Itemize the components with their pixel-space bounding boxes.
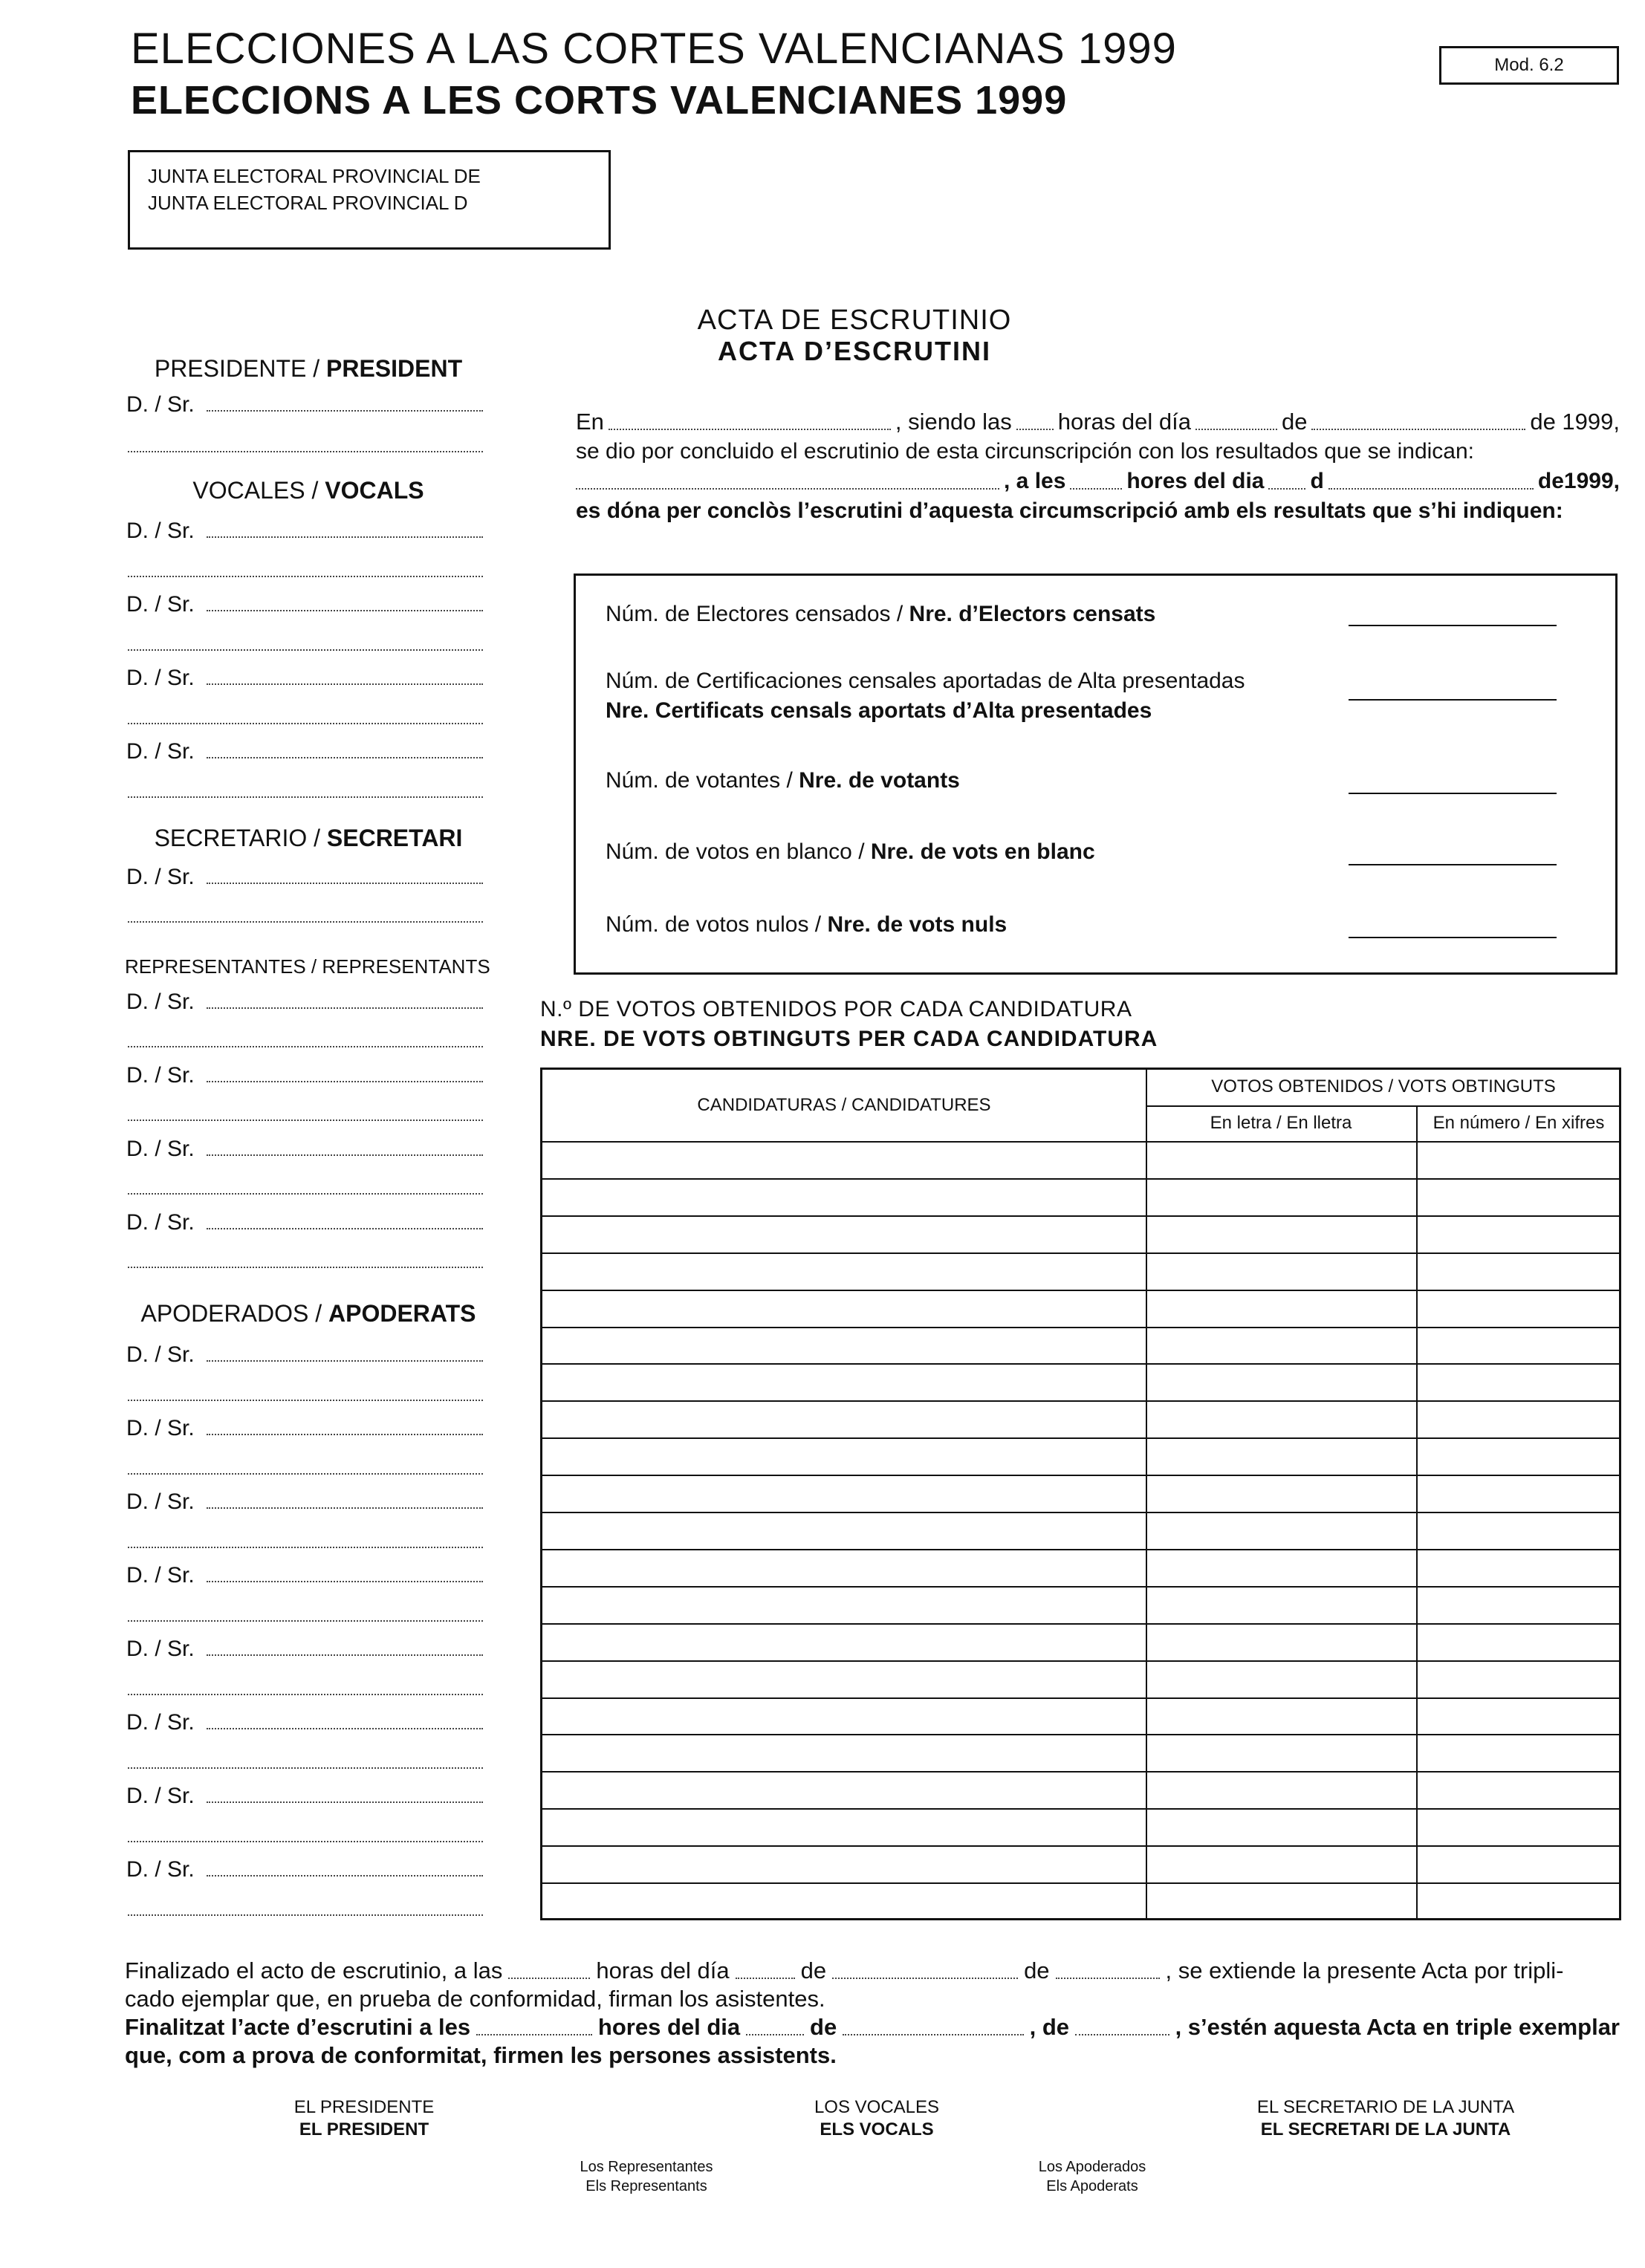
section-title-es: N.º DE VOTOS OBTENIDOS POR CADA CANDIDATURA (540, 997, 1132, 1021)
place-field[interactable] (576, 488, 999, 490)
intro-text: En (576, 409, 604, 435)
dsr-label: D. / Sr. (126, 1784, 195, 1808)
apoderado-name-field[interactable] (126, 1710, 483, 1735)
signature-presidente (253, 2096, 476, 2141)
representante-name-field[interactable] (126, 990, 483, 1015)
header-candidaturas: CANDIDATURAS / CANDIDATURES (697, 1095, 991, 1115)
closing-text: Finalitzat l’acte d’escrutini a les (125, 2014, 471, 2040)
heading-apoderados-va: APODERATS (328, 1300, 476, 1327)
stat-label-va: Nre. Certificats censals aportats d’Alta presentades (606, 698, 1152, 723)
closing-hour-field[interactable] (508, 1978, 590, 1979)
stat-votos-nulos (606, 910, 1007, 940)
closing-year-field[interactable] (1075, 2034, 1169, 2035)
signature-label-es: LOS VOCALES (814, 2097, 940, 2117)
heading-vocales-es: VOCALES / (192, 477, 325, 504)
table-row-line (542, 1734, 1619, 1735)
intro-row-2 (576, 437, 1620, 467)
closing-day-field[interactable] (736, 1978, 795, 1979)
dsr-label: D. / Sr. (126, 392, 195, 417)
votantes-value-field[interactable] (1349, 793, 1557, 794)
table-row-line (542, 1660, 1619, 1662)
apoderado-name-field[interactable] (126, 1489, 483, 1515)
presidente-name-field[interactable] (126, 392, 483, 417)
title-valencian: ELECCIONS A LES CORTS VALENCIANES 1999 (131, 78, 1068, 123)
dsr-label: D. / Sr. (126, 519, 195, 543)
table-row-line (542, 1475, 1619, 1476)
heading-vocales (126, 477, 490, 504)
closing-hour-field[interactable] (476, 2034, 592, 2035)
heading-apoderados (126, 1300, 490, 1328)
table-row-line (542, 1327, 1619, 1328)
day-field[interactable] (1268, 488, 1305, 490)
vocal-name-field[interactable] (126, 519, 483, 544)
month-field[interactable] (1311, 429, 1525, 430)
secretario-name-field[interactable] (126, 865, 483, 890)
table-row-line (542, 1623, 1619, 1625)
table-row-line (542, 1549, 1619, 1550)
intro-row-1 (576, 407, 1620, 437)
heading-apoderados-es: APODERADOS / (140, 1300, 328, 1327)
signature-label-va: EL SECRETARI DE LA JUNTA (1260, 2119, 1511, 2139)
acta-title-es: ACTA DE ESCRUTINIO (697, 305, 1012, 336)
table-row-line (542, 1808, 1619, 1810)
dsr-label: D. / Sr. (126, 1563, 195, 1588)
stat-label-va: Nre. de vots en blanc (870, 839, 1095, 864)
dotted-line (128, 649, 483, 651)
stat-label-va: Nre. d’Electors censats (909, 602, 1156, 626)
signature-label-es: EL SECRETARIO DE LA JUNTA (1256, 2097, 1515, 2117)
closing-day-field[interactable] (746, 2034, 804, 2035)
dsr-label: D. / Sr. (126, 739, 195, 764)
table-row-line (542, 1141, 1619, 1143)
dotted-line (128, 1046, 483, 1047)
dsr-label: D. / Sr. (126, 1416, 195, 1440)
header-en-letra: En letra / En lletra (1210, 1113, 1352, 1133)
header-divider (1146, 1105, 1619, 1107)
closing-text: horas del día (596, 1957, 730, 1983)
intro-text: horas del día (1057, 409, 1191, 435)
closing-month-field[interactable] (832, 1978, 1018, 1979)
table-row-line (542, 1178, 1619, 1180)
dotted-line (128, 1620, 483, 1622)
census-stats-box (574, 574, 1618, 975)
dsr-label: D. / Sr. (126, 1063, 195, 1088)
dotted-line (128, 1841, 483, 1842)
apoderado-name-field[interactable] (126, 1857, 483, 1882)
table-row-line (542, 1290, 1619, 1291)
stat-votos-blanco (606, 837, 1095, 867)
signature-label-va: EL PRESIDENT (299, 2119, 429, 2139)
intro-row-4 (576, 496, 1620, 526)
stat-label-es: Núm. de votantes / (606, 768, 799, 793)
vocal-name-field[interactable] (126, 592, 483, 617)
closing-row-es-1 (125, 1957, 1620, 1985)
table-row-line (542, 1512, 1619, 1513)
intro-row-3 (576, 467, 1620, 496)
dsr-label: D. / Sr. (126, 865, 195, 889)
header-votos-obtenidos: VOTOS OBTENIDOS / VOTS OBTINGUTS (1211, 1076, 1556, 1096)
signature-apoderados (981, 2157, 1204, 2196)
day-field[interactable] (1195, 429, 1277, 430)
closing-text: que, com a prova de conformitat, firmen les persones assistents. (125, 2042, 837, 2068)
stat-label-va: Nre. de vots nuls (827, 912, 1008, 937)
intro-text: es dóna per conclòs l’escrutini d’aquesta circumscripció amb els resultats que s’hi indiquen: (576, 498, 1563, 523)
dotted-line (128, 796, 483, 798)
table-row-line (542, 1437, 1619, 1439)
intro-text: , a les (1004, 469, 1066, 493)
heading-vocales-va: VOCALS (325, 477, 424, 504)
heading-representantes: REPRESENTANTES / REPRESENTANTS (125, 955, 490, 978)
representante-name-field[interactable] (126, 1137, 483, 1162)
apoderado-name-field[interactable] (126, 1342, 483, 1368)
header-en-numero: En número / En xifres (1433, 1113, 1605, 1133)
hour-field[interactable] (1016, 429, 1054, 430)
signature-label-es: EL PRESIDENTE (293, 2097, 435, 2117)
closing-text: , de (1029, 2014, 1069, 2040)
heading-presidente-va: PRESIDENT (326, 355, 463, 382)
closing-text: de (810, 2014, 837, 2040)
signature-vocales (765, 2096, 988, 2141)
closing-text: de (1024, 1957, 1050, 1983)
closing-year-field[interactable] (1056, 1978, 1160, 1979)
dsr-label: D. / Sr. (126, 666, 195, 690)
intro-text: se dio por concluido el escrutinio de esta circunscripción con los resultados que se indican: (576, 439, 1475, 464)
dotted-line (128, 1767, 483, 1769)
closing-text: hores del dia (597, 2014, 741, 2040)
votos-blanco-value-field[interactable] (1349, 864, 1557, 865)
apoderado-name-field[interactable] (126, 1563, 483, 1588)
intro-text: d (1310, 469, 1324, 493)
hour-field[interactable] (1070, 488, 1122, 490)
intro-text: hores del dia (1126, 469, 1265, 493)
stat-electores (606, 600, 1155, 629)
signature-label-va: ELS VOCALS (820, 2119, 934, 2139)
heading-presidente (126, 355, 490, 383)
dsr-label: D. / Sr. (126, 1210, 195, 1235)
closing-paragraph (125, 1957, 1620, 2076)
table-row-line (542, 1215, 1619, 1217)
signature-secretario (1219, 2096, 1553, 2141)
candidaturas-table (540, 1068, 1621, 1920)
apoderado-name-field[interactable] (126, 1784, 483, 1809)
dsr-label: D. / Sr. (126, 1637, 195, 1661)
intro-text: , siendo las (895, 409, 1012, 435)
model-number-box: Mod. 6.2 (1439, 46, 1619, 85)
closing-text: , s’estén aquesta Acta en triple exemplar (1175, 2014, 1620, 2040)
representante-name-field[interactable] (126, 1210, 483, 1235)
month-field[interactable] (1328, 488, 1534, 490)
dsr-label: D. / Sr. (126, 1137, 195, 1161)
apoderado-name-field[interactable] (126, 1637, 483, 1662)
votos-nulos-value-field[interactable] (1349, 937, 1557, 938)
closing-text: cado ejemplar que, en prueba de conformidad, firman los asistentes. (125, 1986, 825, 2012)
dotted-line (128, 1267, 483, 1268)
dsr-label: D. / Sr. (126, 1489, 195, 1514)
table-row-line (542, 1882, 1619, 1884)
apoderado-name-field[interactable] (126, 1416, 483, 1441)
heading-secretario (126, 825, 490, 852)
stat-label-va: Nre. de votants (799, 768, 960, 793)
dsr-label: D. / Sr. (126, 990, 195, 1014)
stat-label-es: Núm. de votos nulos / (606, 912, 828, 937)
intro-text: de (1281, 409, 1308, 435)
heading-secretario-es: SECRETARIO / (154, 825, 327, 851)
dotted-line (128, 1914, 483, 1916)
certificaciones-value-field[interactable] (1349, 699, 1557, 701)
closing-text: , se extiende la presente Acta por tripli- (1165, 1957, 1564, 1983)
vocal-name-field[interactable] (126, 666, 483, 691)
signature-label-es: Los Apoderados (1038, 2159, 1146, 2175)
stat-label-es: Núm. de Certificaciones censales aportadas de Alta presentadas (606, 669, 1245, 693)
dotted-line (128, 921, 483, 923)
intro-text: de1999, (1537, 469, 1620, 493)
dotted-line (128, 1547, 483, 1548)
signature-label-va: Els Representants (585, 2178, 707, 2194)
dotted-line (128, 1473, 483, 1475)
dsr-label: D. / Sr. (126, 1710, 195, 1735)
heading-secretario-va: SECRETARI (326, 825, 463, 851)
junta-label-es: JUNTA ELECTORAL PROVINCIAL DE (148, 165, 481, 187)
electores-value-field[interactable] (1349, 625, 1557, 626)
place-field[interactable] (609, 429, 891, 430)
stat-certificaciones (606, 666, 1245, 726)
table-row-line (542, 1697, 1619, 1699)
signature-label-es: Los Representantes (580, 2159, 713, 2175)
table-row-line (542, 1586, 1619, 1588)
dotted-line (128, 1694, 483, 1695)
junta-label-va: JUNTA ELECTORAL PROVINCIAL D (148, 192, 468, 214)
table-row-line (542, 1771, 1619, 1773)
section-title-va: NRE. DE VOTS OBTINGUTS PER CADA CANDIDATURA (540, 1027, 1158, 1051)
closing-row-va-1 (125, 2013, 1620, 2041)
closing-month-field[interactable] (843, 2034, 1023, 2035)
dotted-line (128, 723, 483, 724)
closing-row-va-2 (125, 2041, 1620, 2070)
closing-text: Finalizado el acto de escrutinio, a las (125, 1957, 503, 1983)
stat-label-es: Núm. de votos en blanco / (606, 839, 871, 864)
signature-representantes (535, 2157, 758, 2196)
dotted-line (128, 451, 483, 452)
stat-votantes (606, 766, 960, 796)
dotted-line (128, 1193, 483, 1195)
acta-title-va: ACTA D’ESCRUTINI (718, 336, 991, 366)
heading-presidente-es: PRESIDENTE / (154, 355, 326, 382)
table-row-line (542, 1363, 1619, 1365)
intro-paragraph (576, 407, 1620, 533)
signature-label-va: Els Apoderats (1046, 2178, 1138, 2194)
closing-row-es-2 (125, 1985, 1620, 2013)
vocal-name-field[interactable] (126, 739, 483, 764)
title-spanish: ELECCIONES A LAS CORTES VALENCIANAS 1999 (131, 25, 1177, 73)
junta-electoral-box (128, 150, 611, 250)
dotted-line (128, 576, 483, 577)
representante-name-field[interactable] (126, 1063, 483, 1088)
stat-label-es: Núm. de Electores censados / (606, 602, 909, 626)
closing-text: de (800, 1957, 827, 1983)
dsr-label: D. / Sr. (126, 1342, 195, 1367)
table-row-line (542, 1252, 1619, 1254)
dotted-line (128, 1120, 483, 1121)
table-row-line (542, 1845, 1619, 1847)
column-divider (1146, 1070, 1147, 1918)
intro-text: de 1999, (1530, 409, 1620, 435)
dsr-label: D. / Sr. (126, 592, 195, 617)
table-row-line (542, 1400, 1619, 1402)
dotted-line (128, 1400, 483, 1401)
dsr-label: D. / Sr. (126, 1857, 195, 1882)
